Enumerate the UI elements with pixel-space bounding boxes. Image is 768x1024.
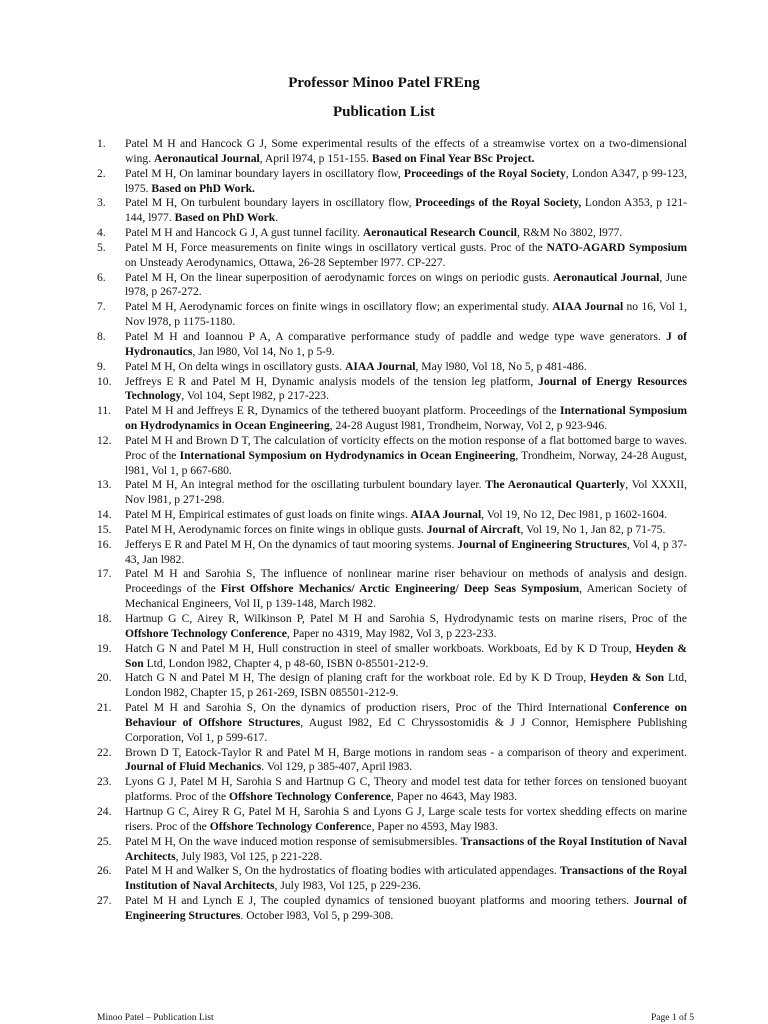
publication-number: 6.	[97, 270, 106, 284]
citation-bold-segment: First Offshore Mechanics/ Arctic Engineering/ Deep Seas Symposium	[220, 582, 580, 596]
citation-segment: , May l980, Vol 18, No 5, p 481-486.	[415, 359, 587, 373]
citation-segment: , 24-28 August l981, Trondheim, Norway, Vol 2, p 923-946.	[329, 419, 608, 433]
publication-item	[97, 300, 687, 330]
publication-citation	[125, 805, 687, 835]
publication-item	[97, 567, 687, 612]
citation-segment: Patel M H and Ioannou P A, A comparative performance study of paddle and wedge type wave generators.	[125, 329, 667, 343]
publication-citation	[125, 538, 687, 568]
citation-segment: Patel M H, Force measurements on finite wings in oscillatory vertical gusts. Proc of the	[125, 240, 547, 254]
publication-citation	[125, 894, 687, 924]
citation-segment: Patel M H, Empirical estimates of gust loads on finite wings.	[125, 508, 411, 522]
citation-bold-segment: Heyden & Son	[590, 671, 665, 685]
publication-item	[97, 226, 687, 241]
citation-bold-segment: Offshore Technology Conferen	[209, 819, 362, 833]
citation-segment: , Vol XXXII, Nov l981, p 271-298.	[125, 478, 687, 507]
citation-segment: , Vol 4, p 37-43, Jan l982.	[125, 537, 688, 566]
publication-item	[97, 894, 687, 924]
publication-number: 3.	[97, 196, 106, 210]
citation-segment: Patel M H and Jeffreys E R, Dynamics of the tethered buoyant platform. Proceedings of the	[125, 404, 560, 418]
citation-segment: Patel M H, On delta wings in oscillatory gusts.	[125, 359, 345, 373]
citation-segment: , June l978, p 267-272.	[125, 270, 687, 299]
citation-segment: Patel M H and Sarohia S, On the dynamics of production risers, Proc of the Third International	[125, 701, 613, 715]
citation-segment: Patel M H, Aerodynamic forces on finite wings in oblique gusts.	[125, 522, 427, 536]
citation-bold-segment: Based on Final Year BSc Project.	[371, 151, 535, 165]
publication-citation	[125, 671, 687, 701]
publication-item	[97, 271, 687, 301]
publication-item	[97, 404, 687, 434]
citation-segment: Patel M H, On the linear superposition of aerodynamic forces on wings on periodic gusts.	[125, 270, 553, 284]
publication-item	[97, 642, 687, 672]
publication-number: 22.	[97, 745, 112, 759]
citation-bold-segment: Heyden & Son	[125, 641, 688, 670]
publication-item	[97, 746, 687, 776]
publication-citation	[125, 775, 687, 805]
publication-number: 20.	[97, 671, 112, 685]
citation-bold-segment: AIAA Journal	[344, 359, 416, 373]
citation-segment: no 16, Vol 1, Nov l978, p 1175-1180.	[125, 300, 687, 329]
publication-citation	[125, 642, 687, 672]
publication-citation	[125, 864, 687, 894]
citation-segment: Hatch G N and Patel M H, Hull construction in steel of smaller workboats. Workboats, Ed by K D Troup,	[125, 641, 636, 655]
publication-citation	[125, 360, 687, 375]
publication-number: 25.	[97, 834, 112, 848]
footer-page-number: Page 1 of 5	[650, 1013, 694, 1023]
publication-number: 21.	[97, 701, 112, 715]
citation-bold-segment: Aeronautical Journal	[552, 270, 660, 284]
publication-item	[97, 330, 687, 360]
publication-number: 7.	[97, 300, 106, 314]
publication-number: 19.	[97, 641, 112, 655]
publication-number: 5.	[97, 240, 106, 254]
citation-segment: London A353, p 121-144, l977.	[125, 196, 688, 225]
publication-number: 2.	[97, 166, 106, 180]
publication-citation	[125, 746, 687, 776]
citation-segment: . Vol 129, p 385-407, April l983.	[261, 760, 413, 774]
citation-segment: on Unsteady Aerodynamics, Ottawa, 26-28 September l977. CP-227.	[125, 255, 446, 269]
publication-citation	[125, 478, 687, 508]
publication-number: 16.	[97, 537, 112, 551]
publication-item	[97, 375, 687, 405]
publication-citation	[125, 137, 687, 167]
citation-segment: Ltd, London l982, Chapter 15, p 261-269, ISBN 085501-212-9.	[125, 671, 688, 700]
publication-item	[97, 835, 687, 865]
citation-segment: , Paper no 4643, May l983.	[390, 790, 518, 804]
publication-citation	[125, 226, 687, 241]
citation-bold-segment: Journal of Aircraft	[426, 522, 521, 536]
citation-bold-segment: Journal of Engineering Structures	[125, 894, 688, 922]
citation-bold-segment: Transactions of the Royal Institution of Naval Architects	[125, 864, 687, 893]
publication-item	[97, 701, 687, 746]
citation-segment: , April l974, p 151-155.	[259, 151, 372, 165]
citation-bold-segment: Offshore Technology Conference	[229, 790, 391, 804]
publication-citation	[125, 434, 687, 479]
page-subtitle: Publication List	[332, 104, 436, 120]
citation-segment: .	[275, 211, 279, 225]
citation-bold-segment: AIAA Journal	[410, 508, 482, 522]
publication-number: 18.	[97, 612, 112, 625]
citation-bold-segment: NATO-AGARD Symposium	[546, 240, 687, 254]
citation-segment: Hatch G N and Patel M H, The design of planing craft for the workboat role. Ed by K D Troup,	[125, 671, 591, 685]
citation-segment: Patel M H and Sarohia S, The influence of nonlinear marine riser behaviour on methods of analysis and design. Proceedings of the	[125, 567, 687, 596]
publication-item	[97, 612, 687, 642]
publication-citation	[125, 523, 687, 538]
citation-bold-segment: Based on PhD Work.	[151, 181, 255, 195]
publication-citation	[125, 241, 687, 271]
publication-citation	[125, 330, 687, 360]
citation-segment: Patel M H, On turbulent boundary layers in oscillatory flow,	[125, 196, 416, 210]
citation-segment: Ltd, London l982, Chapter 4, p 48-60, ISBN 0-85501-212-9.	[143, 656, 429, 670]
publication-item	[97, 508, 687, 523]
publication-item	[97, 775, 687, 805]
citation-bold-segment: Based on PhD Work	[174, 211, 276, 225]
publication-citation	[125, 612, 687, 642]
publication-list	[97, 137, 687, 924]
publication-citation	[125, 271, 687, 301]
publication-number: 8.	[97, 329, 106, 343]
citation-segment: Patel M H and Walker S, On the hydrostatics of floating bodies with articulated appendages.	[125, 864, 560, 878]
citation-segment: , Vol 19, No 12, Dec l981, p 1602-1604.	[481, 508, 668, 522]
citation-bold-segment: International Symposium on Hydrodynamics in Ocean Engineering	[179, 448, 516, 462]
publication-number: 1.	[97, 137, 106, 150]
citation-segment: Patel M H and Brown D T, The calculation of vorticity effects on the motion response of a flat bottomed barge to waves. Proc of the	[125, 433, 687, 462]
citation-segment: , American Society of Mechanical Engineers, Vol II, p 139-148, March l982.	[125, 582, 687, 611]
citation-segment: , Paper no 4319, May l982, Vol 3, p 223-233.	[286, 626, 497, 640]
publication-number: 4.	[97, 226, 106, 240]
publication-number: 11.	[97, 404, 112, 418]
citation-segment: Patel M H, An integral method for the oscillating turbulent boundary layer.	[125, 478, 486, 492]
publication-item	[97, 671, 687, 701]
citation-segment: Patel M H, On laminar boundary layers in oscillatory flow,	[125, 166, 404, 180]
citation-bold-segment: AIAA Journal	[552, 300, 624, 314]
citation-segment: , August l982, Ed C Chryssostomidis & J J Connor, Hemisphere Publishing Corporation, Vol 1, p 599-617.	[125, 715, 687, 744]
citation-segment: Hartnup G C, Airey R, Wilkinson P, Patel M H and Sarohia S, Hydrodynamic tests on marine risers, Proc of the	[125, 612, 687, 625]
citation-bold-segment: Journal of Engineering Structures	[457, 537, 627, 551]
citation-bold-segment: Offshore Technology Conference	[125, 626, 287, 640]
publication-citation	[125, 835, 687, 865]
citation-segment: , Vol 104, Sept l982, p 217-223.	[181, 389, 329, 403]
citation-segment: ce, Paper no 4593, May l983.	[361, 819, 498, 833]
citation-segment: Patel M H, Aerodynamic forces on finite wings in oscillatory flow; an experimental study.	[125, 300, 553, 314]
publication-item	[97, 434, 687, 479]
citation-bold-segment: Journal of Energy Resources Technology	[125, 374, 687, 403]
publication-item	[97, 805, 687, 835]
publication-item	[97, 538, 687, 568]
citation-bold-segment: Conference on Behaviour of Offshore Structures	[125, 701, 687, 729]
publication-number: 13.	[97, 478, 112, 492]
citation-bold-segment: Aeronautical Journal	[153, 151, 260, 165]
page-title: Professor Minoo Patel FREng	[288, 75, 480, 91]
citation-segment: Hartnup G C, Airey R G, Patel M H, Sarohia S and Lyons G J, Large scale tests for vortex shedding effects on marine risers. Proc of the	[125, 804, 687, 833]
publication-item	[97, 196, 687, 226]
publication-item	[97, 167, 687, 197]
citation-bold-segment: International Symposium on Hydrodynamics in Ocean Engineering	[125, 404, 687, 433]
citation-segment: Lyons G J, Patel M H, Sarohia S and Hartnup G C, Theory and model test data for tether forces on tensioned buoyant platforms. Proc of the	[125, 775, 687, 804]
citation-segment: Jefferys E R and Patel M H, On the dynamics of taut mooring systems.	[125, 537, 458, 551]
citation-bold-segment: Journal of Fluid Mechanics	[125, 760, 262, 774]
citation-segment: Patel M H and Hancock G J, Some experimental results of the effects of a streamwise vortex on a two-dimensional wing.	[125, 137, 687, 165]
publication-citation	[125, 508, 687, 523]
publication-citation	[125, 375, 687, 405]
citation-segment: Jeffreys E R and Patel M H, Dynamic analysis models of the tension leg platform,	[125, 374, 539, 388]
publication-number: 24.	[97, 804, 112, 818]
citation-segment: , July l983, Vol 125, p 221-228.	[175, 849, 323, 863]
publication-number: 27.	[97, 894, 112, 908]
publication-item	[97, 523, 687, 538]
publication-number: 10.	[97, 374, 112, 388]
citation-segment: Patel M H, On the wave induced motion response of semisubmersibles.	[125, 834, 461, 848]
publication-number: 9.	[97, 359, 106, 373]
publication-number: 15.	[97, 522, 112, 536]
publication-citation	[125, 300, 687, 330]
publication-citation	[125, 701, 687, 746]
citation-segment: , July l983, Vol 125, p 229-236.	[274, 879, 421, 893]
citation-bold-segment: The Aeronautical Quarterly	[485, 478, 626, 492]
publication-number: 23.	[97, 775, 112, 789]
publication-item	[97, 137, 687, 167]
citation-segment: , Vol 19, No 1, Jan 82, p 71-75.	[520, 522, 666, 536]
citation-segment: , Jan l980, Vol 14, No 1, p 5-9.	[192, 344, 335, 358]
publication-item	[97, 241, 687, 271]
citation-bold-segment: Aeronautical Research Council	[362, 226, 518, 240]
publication-item	[97, 478, 687, 508]
citation-bold-segment: Proceedings of the Royal Society,	[415, 196, 582, 210]
citation-bold-segment: Proceedings of the Royal Society	[403, 166, 566, 180]
footer-left: Minoo Patel – Publication List	[97, 1013, 214, 1023]
citation-segment: . October l983, Vol 5, p 299-308.	[240, 908, 394, 922]
publication-citation	[125, 167, 687, 197]
publication-number: 14.	[97, 508, 112, 522]
citation-segment: Brown D T, Eatock-Taylor R and Patel M H, Barge motions in random seas - a comparison of theory and experiment.	[125, 745, 687, 759]
publication-citation	[125, 196, 687, 226]
citation-segment: , London A347, p 99-123, l975.	[125, 166, 687, 195]
citation-segment: , R&M No 3802, l977.	[517, 226, 623, 240]
citation-segment: , Trondheim, Norway, 24-28 August, l981, Vol 1, p 667-680.	[125, 448, 687, 477]
publication-number: 12.	[97, 433, 112, 447]
publication-number: 17.	[97, 567, 112, 581]
citation-bold-segment: Transactions of the Royal Institution of Naval Architects	[125, 834, 687, 863]
publication-citation	[125, 404, 687, 434]
publication-citation	[125, 567, 687, 612]
publication-number: 26.	[97, 864, 112, 878]
page-footer	[97, 1013, 694, 1023]
citation-segment: Patel M H and Lynch E J, The coupled dynamics of tensioned buoyant platforms and mooring tethers.	[125, 894, 634, 908]
publication-item	[97, 864, 687, 894]
citation-bold-segment: J of Hydronautics	[125, 329, 687, 358]
publication-item	[97, 360, 687, 375]
citation-segment: Patel M H and Hancock G J, A gust tunnel facility.	[125, 226, 363, 240]
